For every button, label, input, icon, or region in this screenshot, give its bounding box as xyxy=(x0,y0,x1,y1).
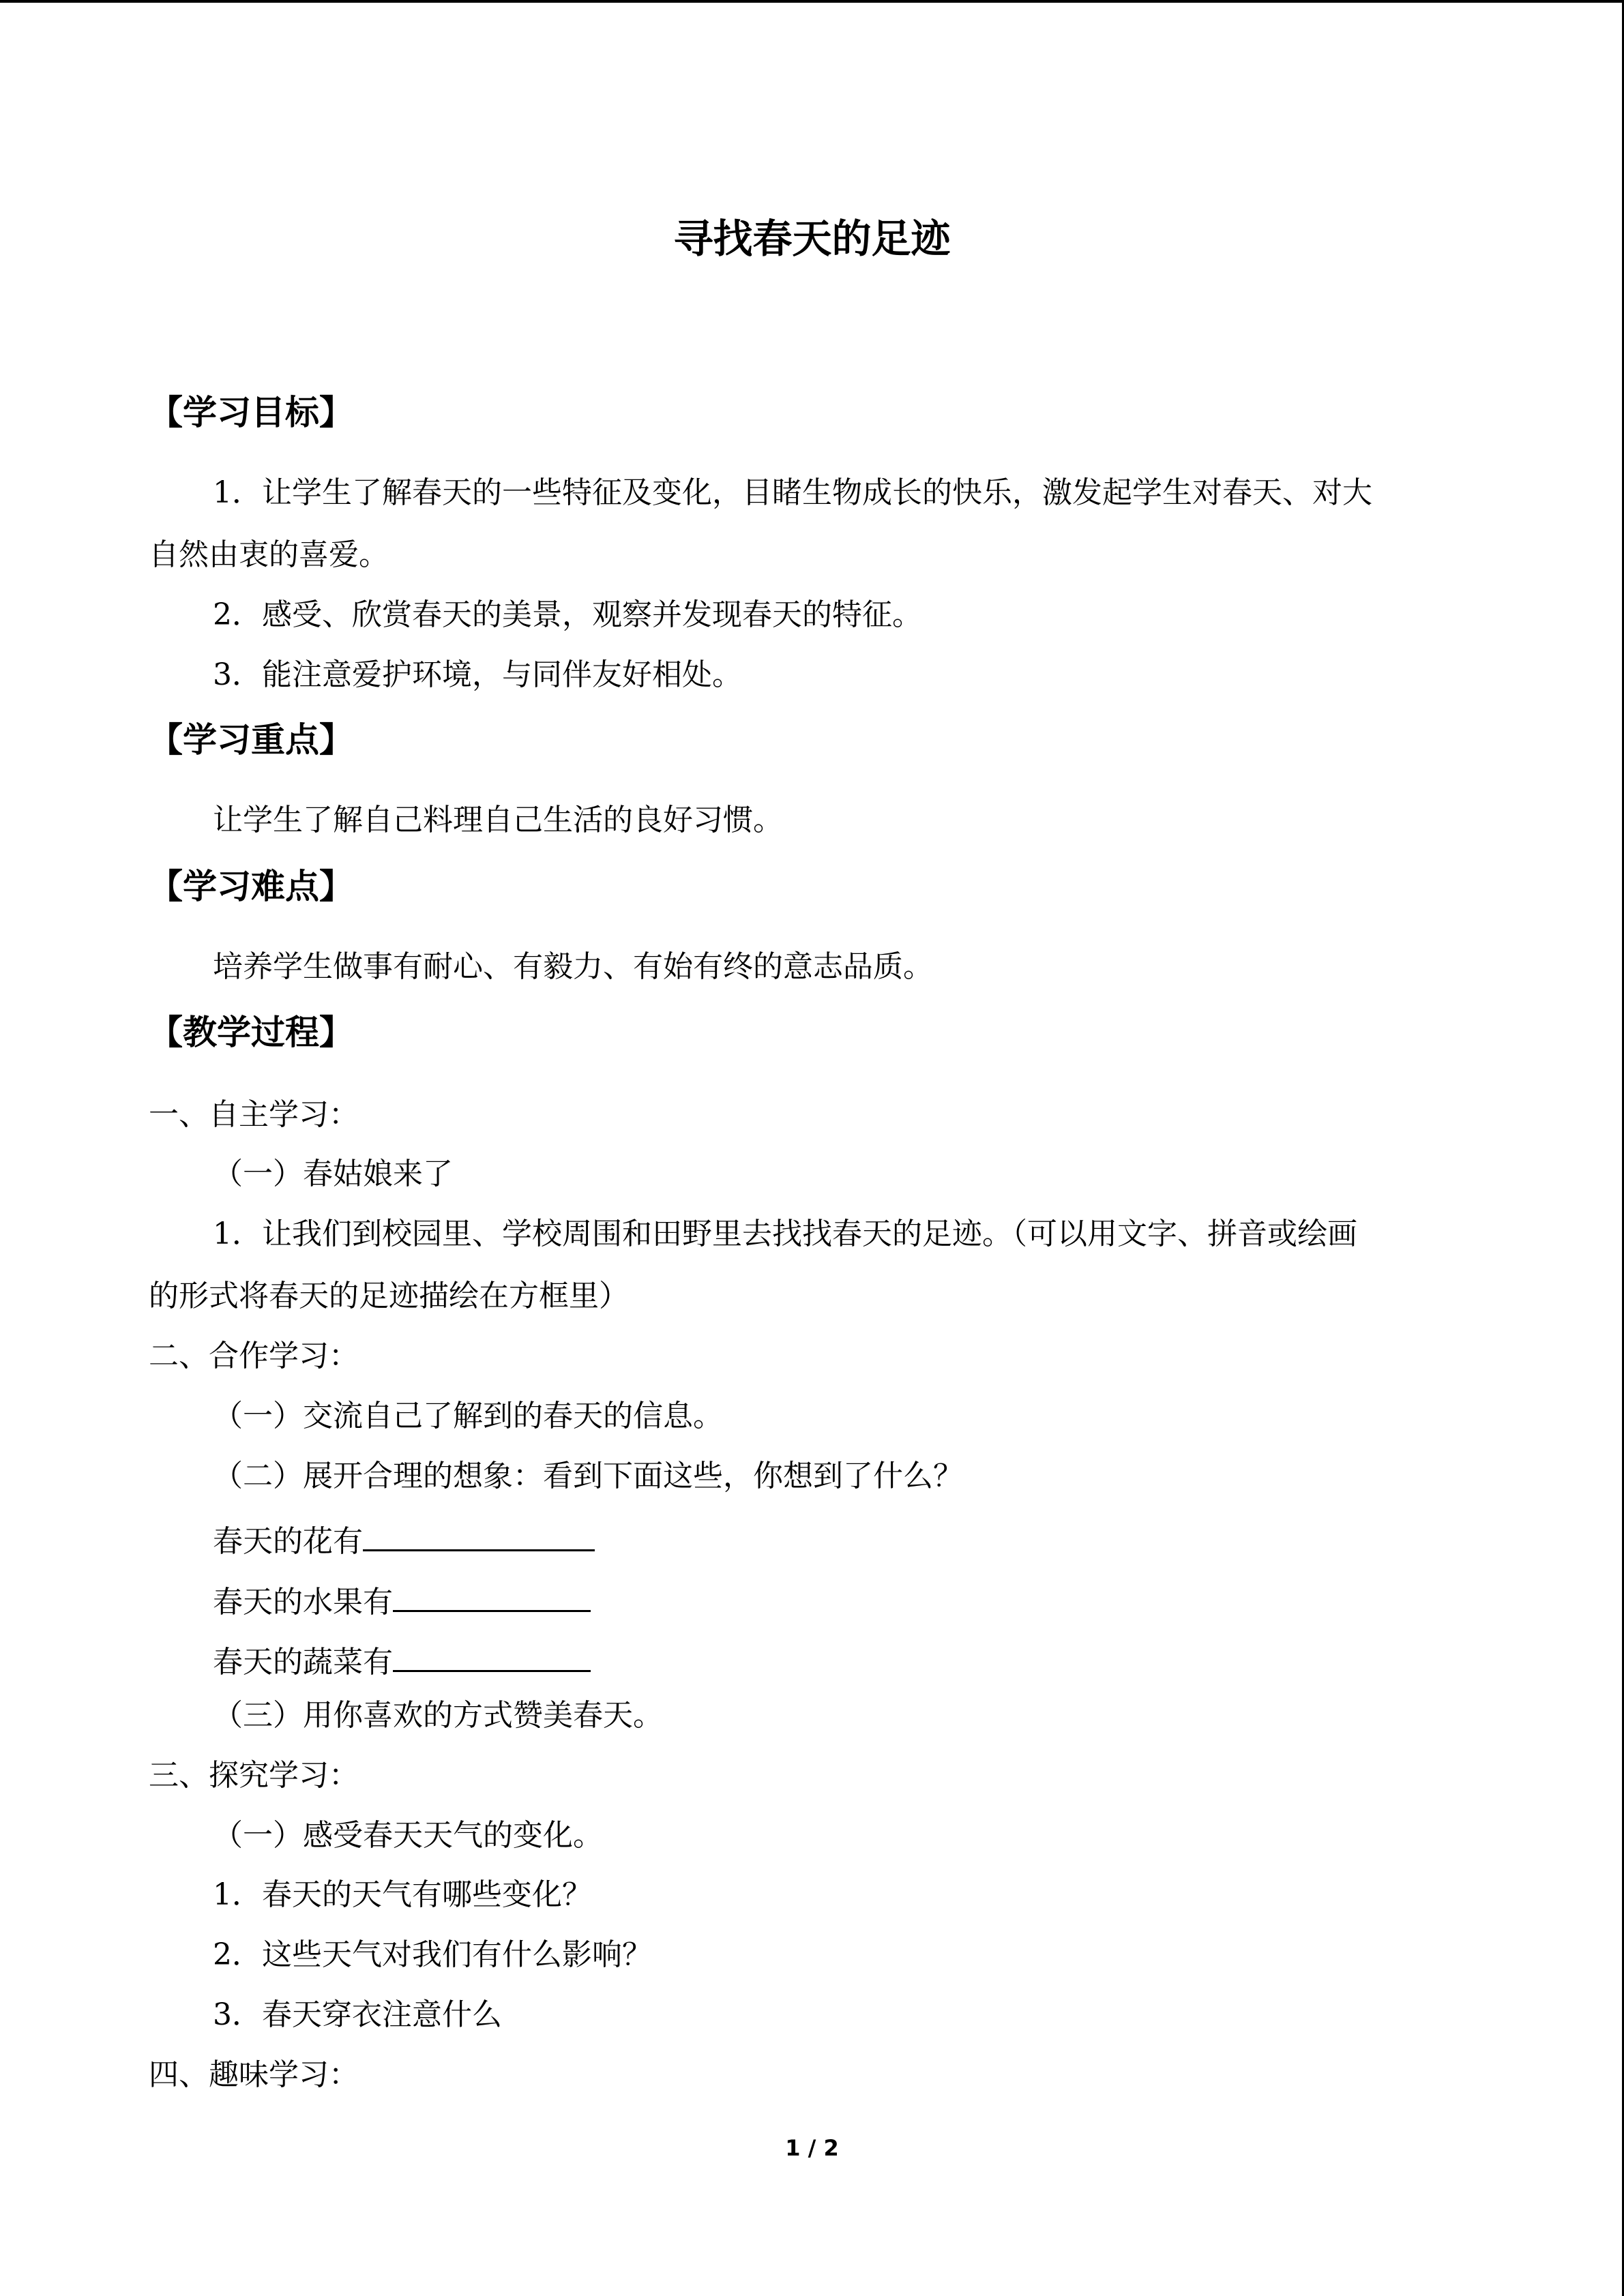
part3-question-1: 1．春天的天气有哪些变化？ xyxy=(213,1877,592,1912)
part1-item1-line-1: 1．让我们到校园里、学校周围和田野里去找找春天的足迹。（可以用文字、拼音或绘画 xyxy=(213,1217,1357,1251)
fill-flowers xyxy=(213,1515,595,1562)
fill-fruits xyxy=(213,1576,591,1623)
objectives-heading: 【学习目标】 xyxy=(149,393,353,432)
part3-question-3: 3．春天穿衣注意什么 xyxy=(213,1997,502,2032)
key-points-heading: 【学习重点】 xyxy=(149,720,353,760)
objective-item-1-line-1: 1．让学生了解春天的一些特征及变化，目睹生物成长的快乐，激发起学生对春天、对大 xyxy=(213,475,1372,510)
part3-sub1: （一）感受春天天气的变化。 xyxy=(213,1818,603,1853)
part2-sub1: （一）交流自己了解到的春天的信息。 xyxy=(213,1399,723,1433)
part4-title: 四、趣味学习： xyxy=(149,2057,359,2092)
process-heading: 【教学过程】 xyxy=(149,1013,353,1052)
part3-question-2: 2．这些天气对我们有什么影响？ xyxy=(213,1937,652,1972)
fill-flowers-label: 春天的花有 xyxy=(213,1524,363,1559)
fill-vegetables-label: 春天的蔬菜有 xyxy=(213,1645,393,1680)
objective-item-1-line-2: 自然由衷的喜爱。 xyxy=(149,537,389,572)
objective-item-2: 2．感受、欣赏春天的美景，观察并发现春天的特征。 xyxy=(213,597,922,632)
fill-fruits-label: 春天的水果有 xyxy=(213,1585,393,1620)
part1-title: 一、自主学习： xyxy=(149,1097,359,1132)
page-number: 1 / 2 xyxy=(785,2135,839,2161)
part2-sub2: （二）展开合理的想象：看到下面这些，你想到了什么？ xyxy=(213,1459,963,1493)
objective-item-3: 3．能注意爱护环境，与同伴友好相处。 xyxy=(213,657,742,692)
part3-title: 三、探究学习： xyxy=(149,1758,359,1793)
part2-sub3: （三）用你喜欢的方式赞美春天。 xyxy=(213,1698,663,1733)
fill-vegetables xyxy=(213,1636,591,1683)
part1-sub1: （一）春姑娘来了 xyxy=(213,1157,453,1191)
fill-fruits-blank[interactable] xyxy=(393,1576,591,1612)
top-border xyxy=(0,0,1624,3)
part2-title: 二、合作学习： xyxy=(149,1339,359,1373)
difficulties-text: 培养学生做事有耐心、有毅力、有始有终的意志品质。 xyxy=(213,949,933,984)
key-points-text: 让学生了解自己料理自己生活的良好习惯。 xyxy=(213,803,783,837)
difficulties-heading: 【学习难点】 xyxy=(149,867,353,906)
fill-flowers-blank[interactable] xyxy=(363,1515,595,1551)
document-title: 寻找春天的足迹 xyxy=(673,215,951,262)
part1-item1-line-2: 的形式将春天的足迹描绘在方框里） xyxy=(149,1279,629,1313)
fill-vegetables-blank[interactable] xyxy=(393,1636,591,1672)
